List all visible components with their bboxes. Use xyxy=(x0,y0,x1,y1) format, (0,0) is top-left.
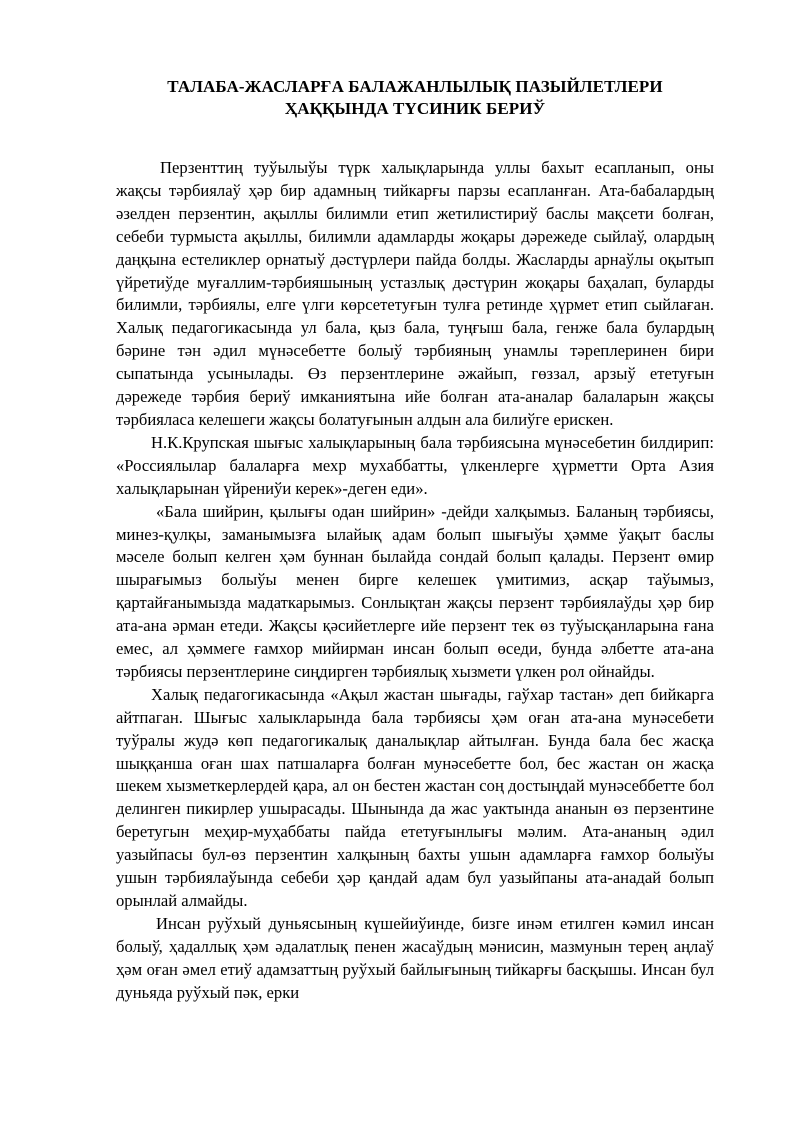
document-page xyxy=(116,76,714,1005)
paragraph-5: Инсан руўхый дуньясының күшейиўинде, бизге инәм етилген кәмил инсан болыў, ҳадаллық ҳәм әдалатлық пенен жасаўдың мәнисин, мазмунын терең аңлаў ҳәм оған әмел етиў адамзаттың руўхый байлығының тийкарғы басқышы. Инсан бул дуньяда руўхый пәк, ерки xyxy=(116,913,714,1002)
document-title xyxy=(116,76,714,120)
paragraph-2: Н.К.Крупская шығыс халықларының бала тәрбиясына мүнәсебетин билдирип: «Россиялылар балаларға мехр мухаббатты, үлкенлерге ҳүрметти Орта Азия халықларынан үйрениўи керек»-деген еди». xyxy=(116,432,714,498)
title-line-2: ҲАҚҚЫНДА ТҮСИНИК БЕРИЎ xyxy=(284,99,546,118)
paragraph-3: «Бала шийрин, қылығы одан шийрин» -дейди халқымыз. Баланың тәрбиясы, минез-қулқы, заманымызға ылайық адам болып шығыўы ҳәмме ўақыт баслы мәселе болып келген ҳәм буннан былайда сондай болып қалады. Перзент өмир шырағымыз болыўы менен бирге келешек үмитимиз, асқар таўымыз, қартайғанымызда мадаткарымыз. Сонлықтан жақсы перзент тәрбиялаўды ҳәр бир ата-ана әрман етеди. Жақсы қәсийетлерге ийе перзент тек өз туўысқанларына ғана емес, ал ҳәммеге ғамхор мийирман инсан болып өседи, бунда әлбетте ата-ана тәрбиясы перзентлерине сиңдирген тәрбиялық хызмети үлкен рол ойнайды. xyxy=(116,501,714,681)
title-line-1: ТАЛАБА-ЖАСЛАРҒА БАЛАЖАНЛЫЛЫҚ ПАЗЫЙЛЕТЛЕРИ xyxy=(167,77,663,96)
paragraph-4: Халық педагогикасында «Ақыл жастан шығады, гаўхар тастан» деп бийкарга айтпаган. Шығыс халыкларында бала тәрбиясы ҳәм оған ата-ана мунәсебети туўралы жудә көп педагогикалық даналықлар айтылған. Бунда бала бес жасқа шыққанша оған шах патшаларға болған мунәсебетте бол, бес жастан он жасқа шекем хызметкерлердей қара, ал он бестен жастан соң достыңдай мунәсеббетте бол делинген пикирлер ушырасады. Шынында да жас уактында ананын өз перзентине беретугын меҳир-муҳаббаты пайда ететуғынлығы мәлим. Ата-ананың әдил уазыйпасы бул-өз перзентин халқының бахты ушын адамларға ғамхор болыўы ушын тәрбиялаўында себеби ҳәр қандай адам бул уазыйпаны ата-анадай болып орынлай алмайды. xyxy=(116,684,714,910)
paragraph-1: Перзенттиң туўылыўы түрк халықларында уллы бахыт есапланып, оны жақсы тәрбиялаў ҳәр бир адамның тийкарғы парзы есапланған. Ата-бабалардың әзелден перзентин, ақыллы билимли етип жетилистириў баслы мақсети болған, себеби турмыста ақыллы, билимли адамларды жоқары дәрежеде сыйлаў, олардың даңқына естеликлер орнатыў дәстүрлери пайда болды. Жасларды арнаўлы оқытып үйретиўде муғаллим-тәрбияшының устазлық дәстүрин жоқары баҳалап, буларды билимли, тәрбиялы, елге үлги көрсететуғын тулға ретинде ҳүрмет етип сыйлаған. Халық педагогикасында ул бала, қыз бала, туңғыш бала, генже бала булардың бәрине тән әдил мүнәсебетте болыў тәрбияның унамлы тәреплеринен бири сыпатында усынылады. Өз перзентлерине әжайып, гөззал, арзыў ететуғын дәрежеде тәрбия бериў имканиятына ийе болған ата-аналар балаларын жақсы тәрбияласа келешеги жақсы болатуғынын алдын ала билиўге ерискен. xyxy=(116,158,714,429)
